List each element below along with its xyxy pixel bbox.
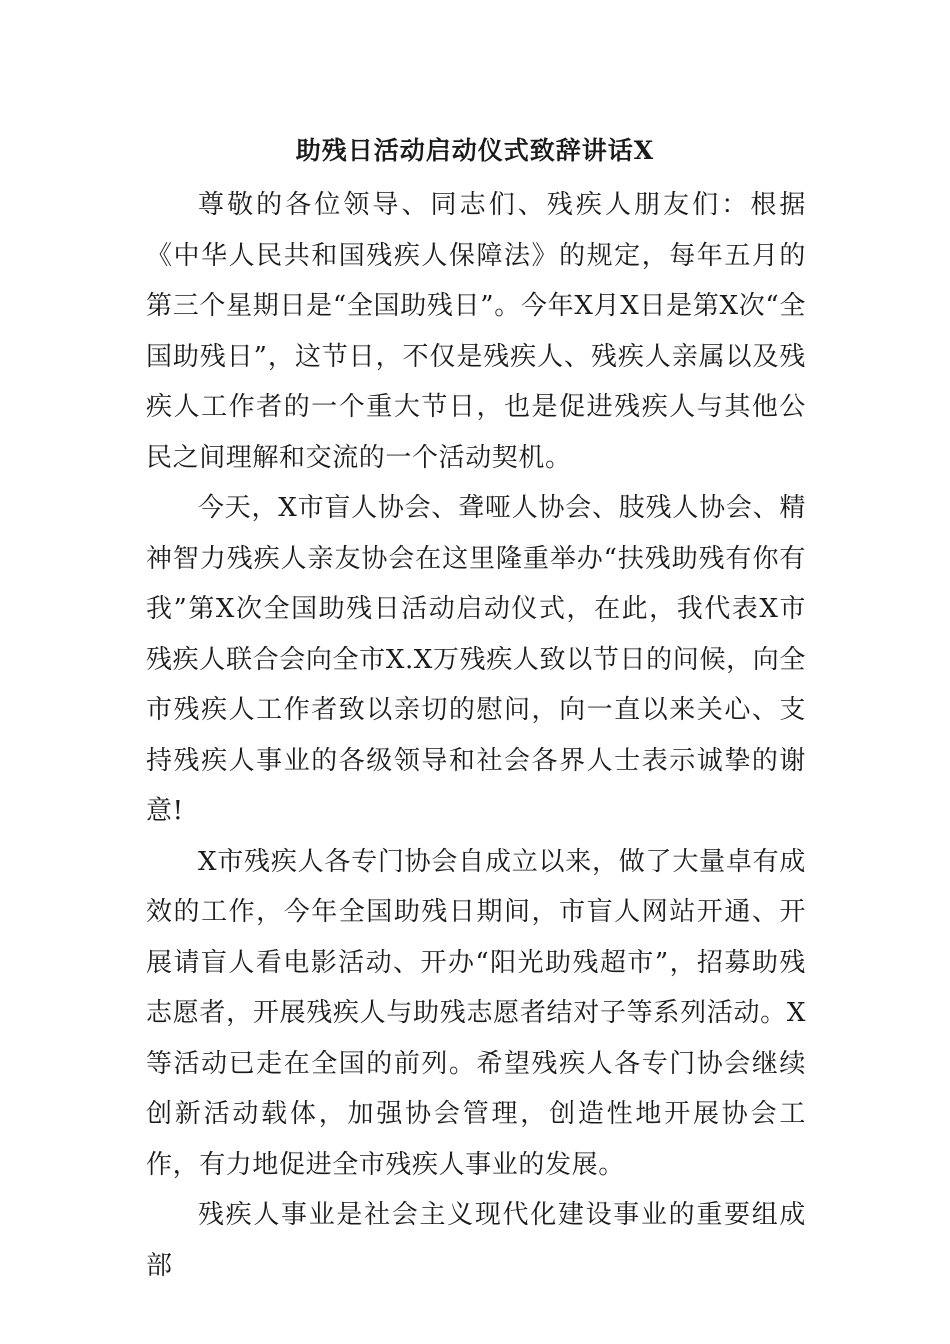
document-body (146, 180, 806, 1291)
paragraph-cause: 残疾人事业是社会主义现代化建设事业的重要组成部 (146, 1200, 806, 1281)
paragraph-ceremony: 今天，X市盲人协会、聋哑人协会、肢残人协会、精神智力残疾人亲友协会在这里隆重举办“扶残助残有你有我”第X次全国助残日活动启动仪式，在此，我代表X市残疾人联合会向全市X.X万残疾人致以节日的问候，向全市残疾人工作者致以亲切的慰问，向一直以来关心、支持残疾人事业的各级领导和社会各界人士表示诚挚的谢意! (146, 493, 806, 826)
paragraph-associations: X市残疾人各专门协会自成立以来，做了大量卓有成效的工作，今年全国助残日期间，市盲人网站开通、开展请盲人看电影活动、开办“阳光助残超市”，招募助残志愿者，开展残疾人与助残志愿者结对子等系列活动。X等活动已走在全国的前列。希望残疾人各专门协会继续创新活动载体，加强协会管理，创造性地开展协会工作，有力地促进全市残疾人事业的发展。 (146, 846, 806, 1180)
paragraph-greeting: 尊敬的各位领导、同志们、残疾人朋友们：根据《中华人民共和国残疾人保障法》的规定，每年五月的第三个星期日是“全国助残日”。今年X月X日是第X次“全国助残日”，这节日，不仅是残疾人、残疾人亲属以及残疾人工作者的一个重大节日，也是促进残疾人与其他公民之间理解和交流的一个活动契机。 (146, 190, 806, 473)
document-title: 助残日活动启动仪式致辞讲话X (295, 136, 655, 165)
